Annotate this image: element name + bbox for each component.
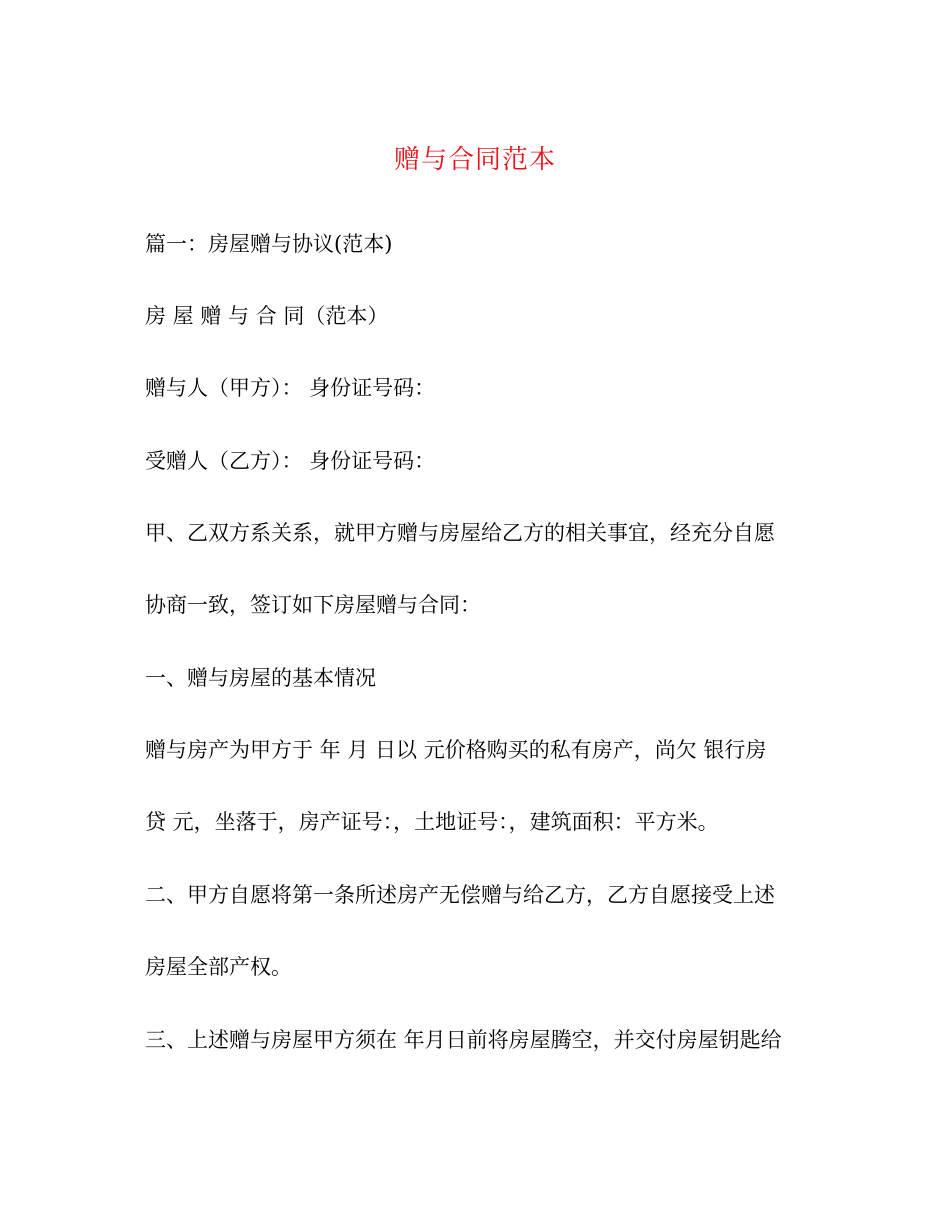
- line-chapter-heading: 篇一：房屋赠与协议(范本): [145, 232, 393, 256]
- line-recipient: 受赠人（乙方）： 身份证号码：: [145, 449, 436, 473]
- line-contract-heading: 房 屋 赠 与 合 同（范本）: [145, 304, 389, 328]
- document-title: 赠与合同范本: [393, 145, 556, 175]
- line-section-2-text-2: 房屋全部产权。: [145, 955, 292, 979]
- line-section-1-text-2: 贷 元，坐落于，房产证号：，土地证号：，建筑面积：平方米。: [145, 810, 719, 834]
- line-donor: 赠与人（甲方）： 身份证号码：: [145, 376, 436, 400]
- line-preamble-1: 甲、乙双方系关系，就甲方赠与房屋给乙方的相关事宜，经充分自愿: [145, 521, 775, 545]
- line-section-3-text-1: 三、上述赠与房屋甲方须在 年月日前将房屋腾空，并交付房屋钥匙给: [145, 1028, 782, 1052]
- line-preamble-2: 协商一致，签订如下房屋赠与合同：: [145, 593, 481, 617]
- line-section-1-heading: 一、赠与房屋的基本情况: [145, 666, 376, 690]
- line-section-2-text-1: 二、甲方自愿将第一条所述房产无偿赠与给乙方，乙方自愿接受上述: [145, 883, 775, 907]
- line-section-1-text-1: 赠与房产为甲方于 年 月 日以 元价格购买的私有房产，尚欠 银行房: [145, 738, 767, 762]
